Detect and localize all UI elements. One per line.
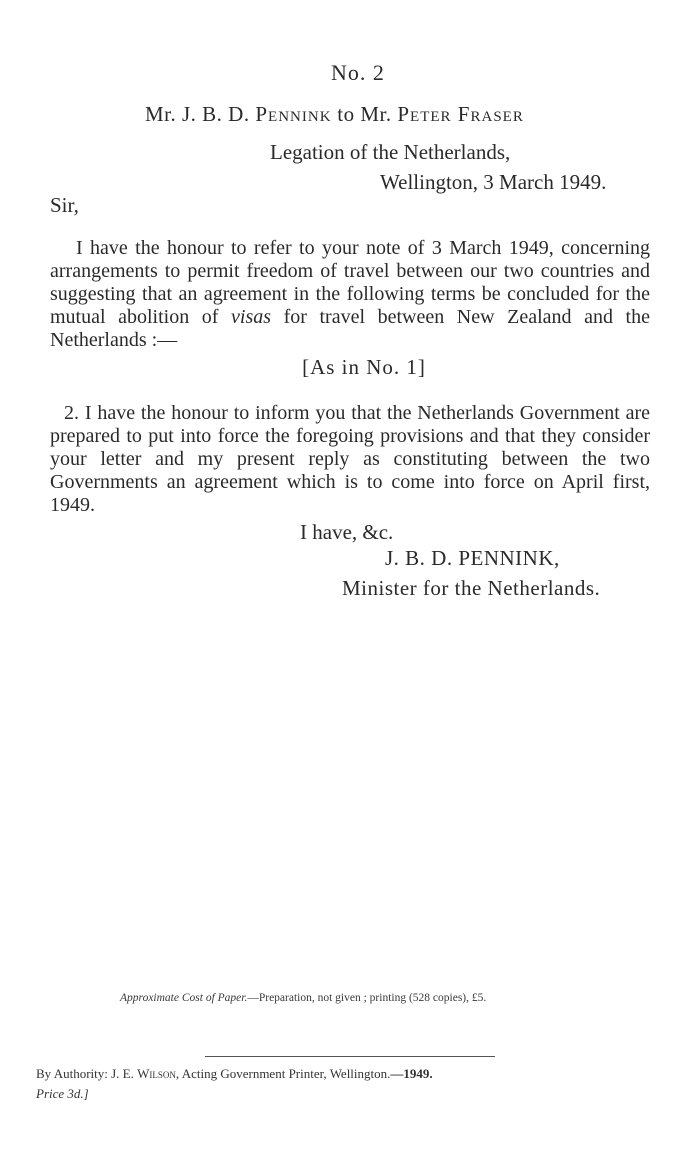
authority-line [36,1066,433,1082]
letter-heading [145,102,524,127]
place-date-line: Wellington, 3 March 1949. [380,170,607,194]
heading-from-prefix: Mr. J. B. D. [145,102,256,126]
authority-rest: , Acting Government Printer, Wellington. [175,1066,391,1081]
heading-connector: to Mr. [331,102,398,126]
document-number: No. 2 [331,60,385,85]
price-line: Price 3d.] [36,1086,89,1101]
cost-of-paper-note [120,992,486,1004]
paragraph-1 [50,237,650,352]
closing-line: I have, &c. [300,520,394,544]
authority-name: Wilson [137,1066,176,1081]
signature-name: J. B. D. PENNINK, [385,546,560,570]
insert-note: [As in No. 1] [302,355,426,379]
signature-title: Minister for the Netherlands. [342,576,601,600]
cost-text: —Preparation, not given ; printing (528 copies), £5. [247,992,487,1004]
cost-label: Approximate Cost of Paper. [120,992,248,1004]
heading-to-name: Peter Fraser [397,102,524,126]
paragraph-1-text-after: for travel between New Zealand and the Netherlands :— [50,306,650,351]
paragraph-1-text-before: I have the honour to refer to your note of 3 March 1949, concerning arrangements to permit freedom of travel between our two countries and suggesting that an agreement in the following terms be concluded for the mutual abolition of [50,237,650,328]
heading-from-name: Pennink [255,102,332,126]
paragraph-2: 2. I have the honour to inform you that the Netherlands Government are prepared to put into force the foregoing provisions and that they consider your letter and my present reply as constituting between the two Governments an agreement which is to come into force on April first, 1949. [50,402,650,516]
paragraph-1-italic-word: visas [231,306,272,328]
authority-year: —1949. [390,1066,433,1081]
legation-line: Legation of the Netherlands, [270,140,511,164]
authority-prefix: By Authority [36,1066,105,1081]
salutation: Sir, [50,193,79,217]
footer-divider [205,1056,495,1057]
authority-initials: : J. E. [104,1066,138,1081]
